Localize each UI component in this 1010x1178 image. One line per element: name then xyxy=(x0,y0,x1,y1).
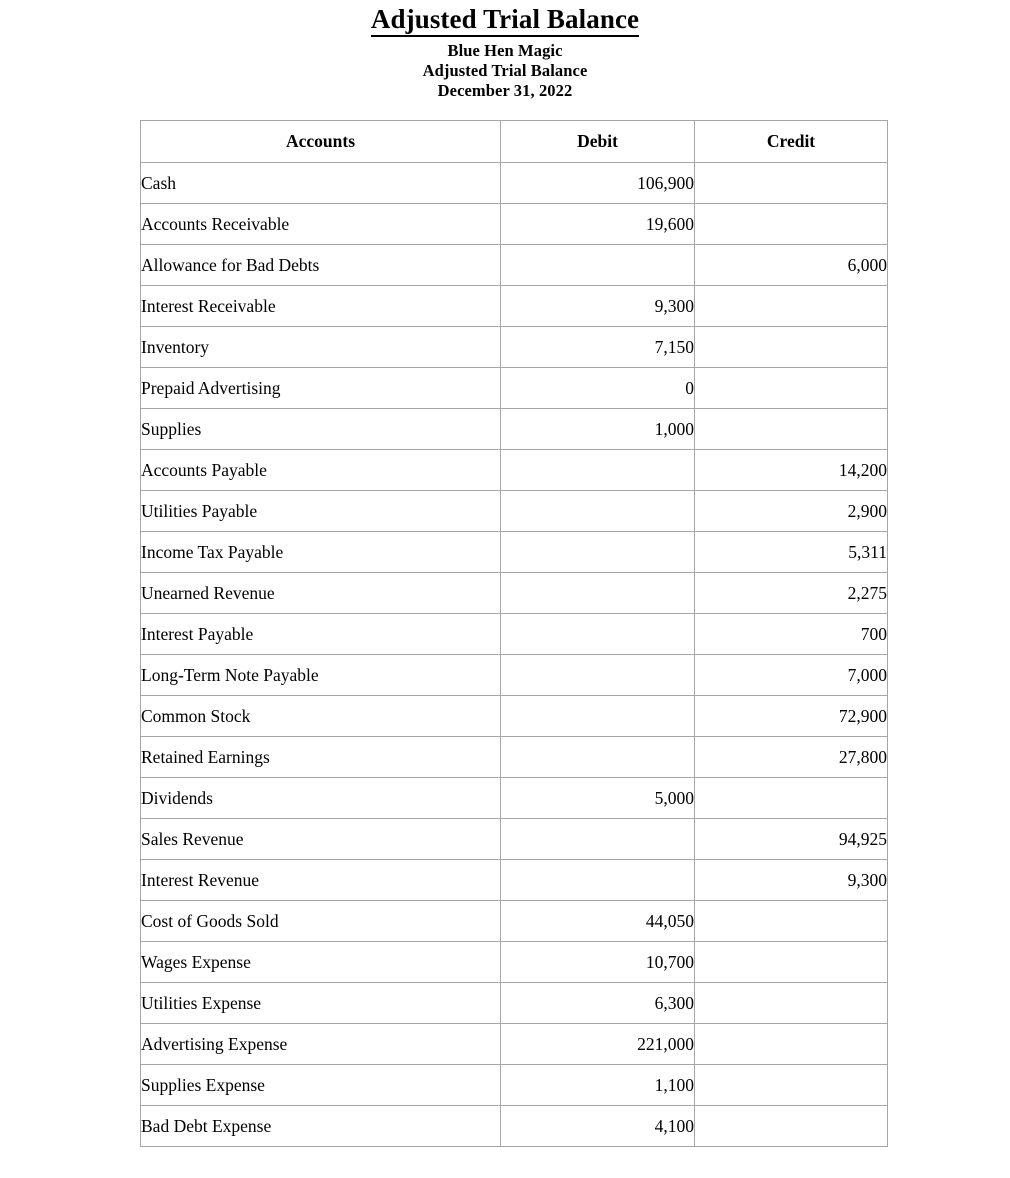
statement-name: Adjusted Trial Balance xyxy=(422,61,588,80)
credit-amount-cell: 7,000 xyxy=(695,655,888,696)
table-row xyxy=(141,860,888,901)
debit-amount-cell xyxy=(501,737,695,778)
table-row xyxy=(141,901,888,942)
debit-amount-cell: 221,000 xyxy=(501,1024,695,1065)
table-row xyxy=(141,778,888,819)
credit-amount-cell: 27,800 xyxy=(695,737,888,778)
account-name-cell: Supplies xyxy=(141,409,501,450)
table-row xyxy=(141,819,888,860)
table-row xyxy=(141,163,888,204)
debit-amount-cell: 1,000 xyxy=(501,409,695,450)
debit-amount-cell: 5,000 xyxy=(501,778,695,819)
credit-amount-cell xyxy=(695,368,888,409)
credit-amount-cell: 6,000 xyxy=(695,245,888,286)
table-header-row xyxy=(141,121,888,163)
debit-amount-cell: 9,300 xyxy=(501,286,695,327)
table-row xyxy=(141,491,888,532)
credit-amount-cell xyxy=(695,286,888,327)
account-name-cell: Long-Term Note Payable xyxy=(141,655,501,696)
account-name-cell: Income Tax Payable xyxy=(141,532,501,573)
table-row xyxy=(141,655,888,696)
credit-amount-cell: 94,925 xyxy=(695,819,888,860)
debit-amount-cell: 4,100 xyxy=(501,1106,695,1147)
account-name-cell: Dividends xyxy=(141,778,501,819)
account-name-cell: Unearned Revenue xyxy=(141,573,501,614)
credit-amount-cell: 72,900 xyxy=(695,696,888,737)
table-row xyxy=(141,942,888,983)
credit-amount-cell: 5,311 xyxy=(695,532,888,573)
debit-amount-cell: 6,300 xyxy=(501,983,695,1024)
table-row xyxy=(141,532,888,573)
account-name-cell: Accounts Receivable xyxy=(141,204,501,245)
account-name-cell: Accounts Payable xyxy=(141,450,501,491)
table-row xyxy=(141,573,888,614)
table-row xyxy=(141,245,888,286)
table-row xyxy=(141,327,888,368)
debit-amount-cell xyxy=(501,696,695,737)
debit-amount-cell xyxy=(501,573,695,614)
account-name-cell: Common Stock xyxy=(141,696,501,737)
account-name-cell: Wages Expense xyxy=(141,942,501,983)
debit-amount-cell xyxy=(501,655,695,696)
debit-amount-cell: 1,100 xyxy=(501,1065,695,1106)
account-name-cell: Bad Debt Expense xyxy=(141,1106,501,1147)
table-row xyxy=(141,450,888,491)
statement-date: December 31, 2022 xyxy=(437,81,573,100)
table-row xyxy=(141,368,888,409)
table-row xyxy=(141,1106,888,1147)
table-row xyxy=(141,983,888,1024)
account-name-cell: Inventory xyxy=(141,327,501,368)
trial-balance-table xyxy=(140,120,888,1147)
debit-amount-cell: 0 xyxy=(501,368,695,409)
account-name-cell: Allowance for Bad Debts xyxy=(141,245,501,286)
credit-amount-cell: 2,900 xyxy=(695,491,888,532)
table-row xyxy=(141,286,888,327)
debit-amount-cell xyxy=(501,491,695,532)
debit-amount-cell xyxy=(501,860,695,901)
debit-amount-cell xyxy=(501,614,695,655)
credit-amount-cell xyxy=(695,1024,888,1065)
account-name-cell: Cash xyxy=(141,163,501,204)
account-name-cell: Retained Earnings xyxy=(141,737,501,778)
account-name-cell: Sales Revenue xyxy=(141,819,501,860)
debit-amount-cell: 44,050 xyxy=(501,901,695,942)
account-name-cell: Interest Revenue xyxy=(141,860,501,901)
account-name-cell: Utilities Payable xyxy=(141,491,501,532)
debit-amount-cell: 19,600 xyxy=(501,204,695,245)
credit-amount-cell xyxy=(695,163,888,204)
trial-balance-table-wrapper xyxy=(140,120,887,1147)
credit-amount-cell xyxy=(695,327,888,368)
table-header xyxy=(141,121,888,163)
account-name-cell: Advertising Expense xyxy=(141,1024,501,1065)
credit-amount-cell xyxy=(695,204,888,245)
page-title-text: Adjusted Trial Balance xyxy=(371,4,639,37)
table-row xyxy=(141,696,888,737)
credit-amount-cell: 700 xyxy=(695,614,888,655)
credit-amount-cell xyxy=(695,901,888,942)
company-name: Blue Hen Magic xyxy=(447,41,563,60)
table-row xyxy=(141,409,888,450)
statement-heading-block xyxy=(0,41,1010,101)
credit-amount-cell xyxy=(695,1065,888,1106)
account-name-cell: Utilities Expense xyxy=(141,983,501,1024)
credit-amount-cell xyxy=(695,409,888,450)
column-header-debit: Debit xyxy=(501,121,695,163)
credit-amount-cell xyxy=(695,1106,888,1147)
account-name-cell: Interest Payable xyxy=(141,614,501,655)
table-body xyxy=(141,163,888,1147)
table-row xyxy=(141,1065,888,1106)
debit-amount-cell xyxy=(501,450,695,491)
table-row xyxy=(141,204,888,245)
column-header-credit: Credit xyxy=(695,121,888,163)
debit-amount-cell: 106,900 xyxy=(501,163,695,204)
debit-amount-cell xyxy=(501,245,695,286)
credit-amount-cell xyxy=(695,983,888,1024)
account-name-cell: Cost of Goods Sold xyxy=(141,901,501,942)
account-name-cell: Prepaid Advertising xyxy=(141,368,501,409)
table-row xyxy=(141,1024,888,1065)
credit-amount-cell xyxy=(695,778,888,819)
credit-amount-cell: 14,200 xyxy=(695,450,888,491)
page-title xyxy=(0,2,1010,36)
credit-amount-cell: 2,275 xyxy=(695,573,888,614)
credit-amount-cell: 9,300 xyxy=(695,860,888,901)
column-header-accounts: Accounts xyxy=(141,121,501,163)
account-name-cell: Supplies Expense xyxy=(141,1065,501,1106)
debit-amount-cell xyxy=(501,532,695,573)
account-name-cell: Interest Receivable xyxy=(141,286,501,327)
table-row xyxy=(141,737,888,778)
debit-amount-cell: 7,150 xyxy=(501,327,695,368)
debit-amount-cell: 10,700 xyxy=(501,942,695,983)
debit-amount-cell xyxy=(501,819,695,860)
document-body xyxy=(0,2,1010,1178)
credit-amount-cell xyxy=(695,942,888,983)
table-row xyxy=(141,614,888,655)
